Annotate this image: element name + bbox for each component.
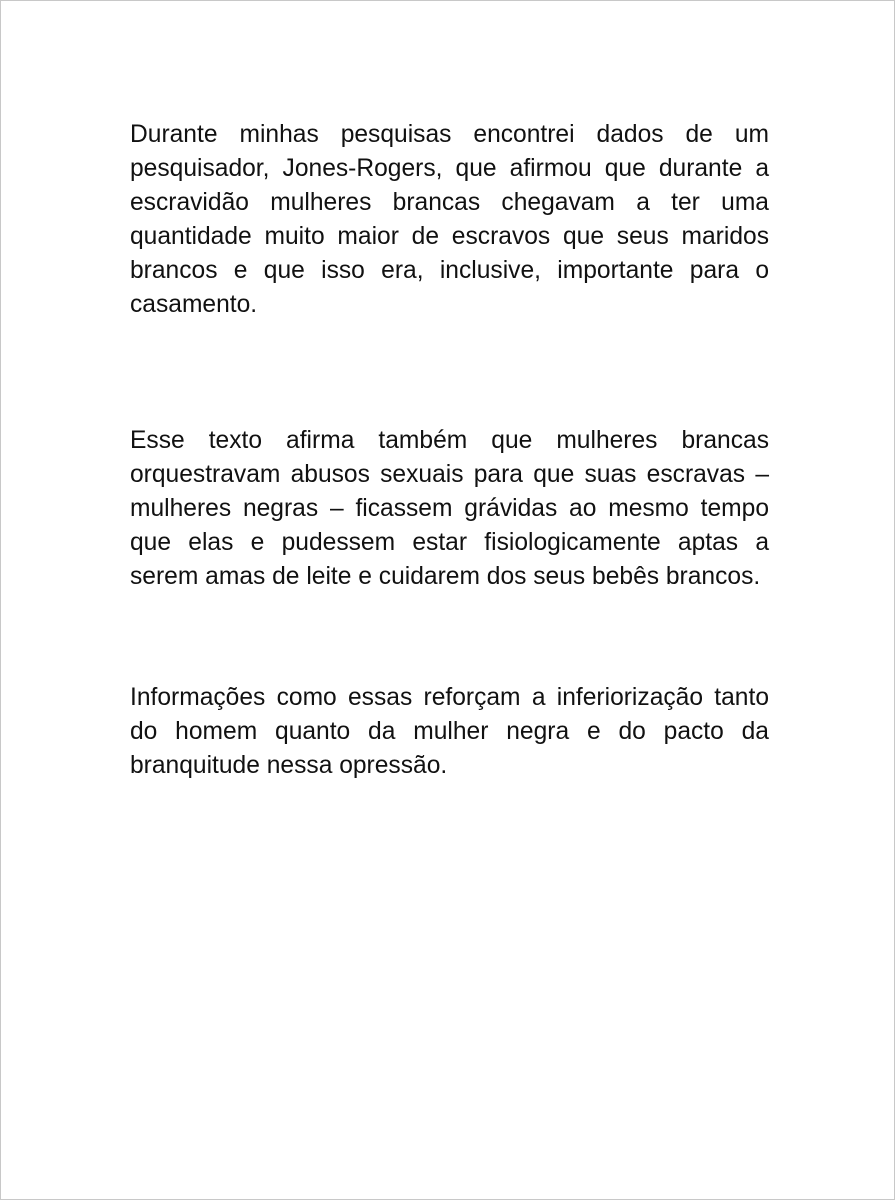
paragraph-3: Informações como essas reforçam a inferiorização tanto do homem quanto da mulher negra e do pacto da branquitude nessa opressão.	[130, 684, 769, 779]
paragraph-1: Durante minhas pesquisas encontrei dados de um pesquisador, Jones-Rogers, que afirmou que durante a escravidão mulheres brancas chegavam a ter uma quantidade muito maior de escravos que seus maridos brancos e que isso era, inclusive, importante para o casamento.	[130, 121, 769, 318]
paragraph-2: Esse texto afirma também que mulheres brancas orquestravam abusos sexuais para que suas escravas – mulheres negras – ficassem grávidas ao mesmo tempo que elas e pudessem estar fisiologicamente aptas a serem amas de leite e cuidarem dos seus bebês brancos.	[130, 427, 769, 590]
